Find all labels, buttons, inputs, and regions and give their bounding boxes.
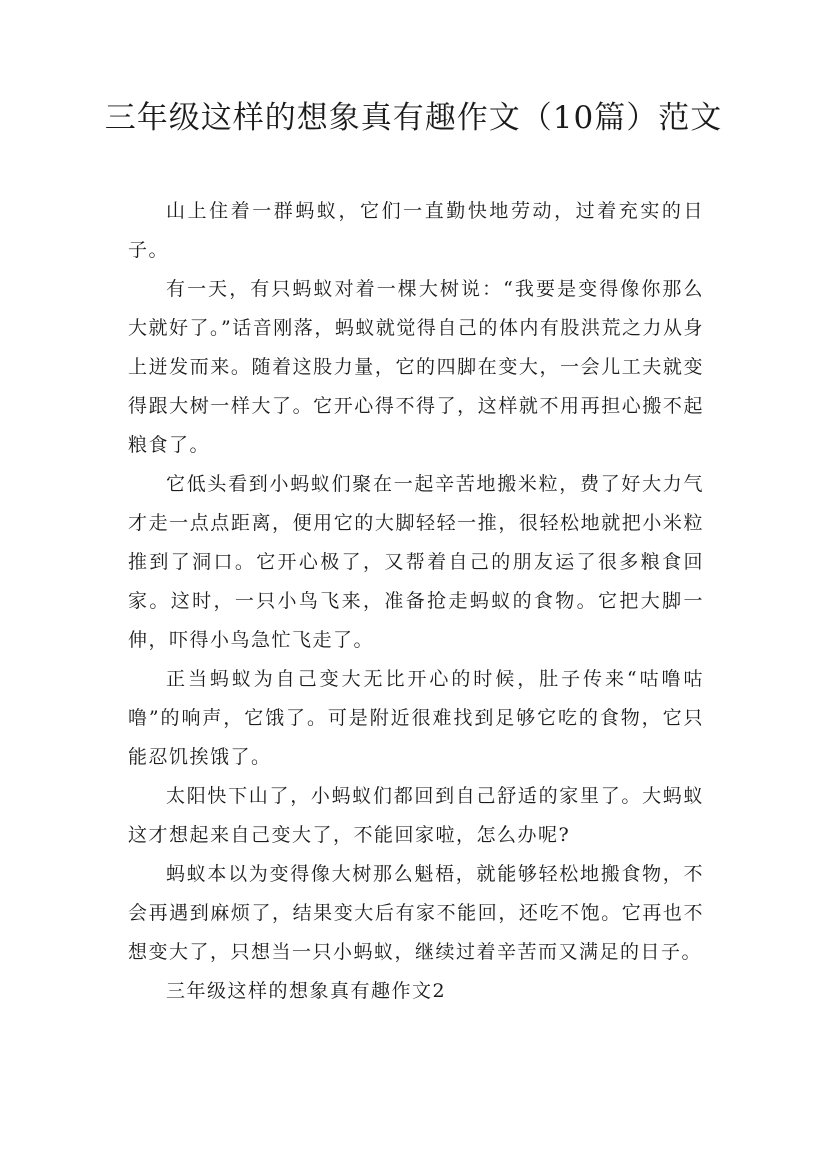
paragraph-5: 太阳快下山了，小蚂蚁们都回到自己舒适的家里了。大蚂蚁这才想起来自己变大了，不能回家啦，怎么办呢? (128, 785, 704, 846)
paragraph-1: 山上住着一群蚂蚁，它们一直勤快地劳动，过着充实的日子。 (128, 200, 704, 261)
paragraph-4: 正当蚂蚁为自己变大无比开心的时候，肚子传来“咕噜咕噜”的响声，它饿了。可是附近很难找到足够它吃的食物，它只能忍饥挨饿了。 (128, 668, 704, 768)
paragraph-2: 有一天，有只蚂蚁对着一棵大树说：“我要是变得像你那么大就好了。”话音刚落，蚂蚁就觉得自己的体内有股洪荒之力从身上迸发而来。随着这股力量，它的四脚在变大，一会儿工夫就变得跟大树一样大了。它开心得不得了，这样就不用再担心搬不起粮食了。 (128, 278, 704, 456)
document-title: 三年级这样的想象真有趣作文（10篇）范文 (104, 100, 723, 136)
section-heading-2: 三年级这样的想象真有趣作文2 (166, 980, 447, 1002)
paragraph-6: 蚂蚁本以为变得像大树那么魁梧，就能够轻松地搬食物，不会再遇到麻烦了，结果变大后有家不能回，还吃不饱。它再也不想变大了，只想当一只小蚂蚁，继续过着辛苦而又满足的日子。 (128, 863, 704, 963)
document-body (128, 192, 704, 1011)
paragraph-3: 它低头看到小蚂蚁们聚在一起辛苦地搬米粒，费了好大力气才走一点点距离，便用它的大脚轻轻一推，很轻松地就把小米粒推到了洞口。它开心极了，又帮着自己的朋友运了很多粮食回家。这时，一只小鸟飞来，准备抢走蚂蚁的食物。它把大脚一伸，吓得小鸟急忙飞走了。 (128, 473, 704, 651)
